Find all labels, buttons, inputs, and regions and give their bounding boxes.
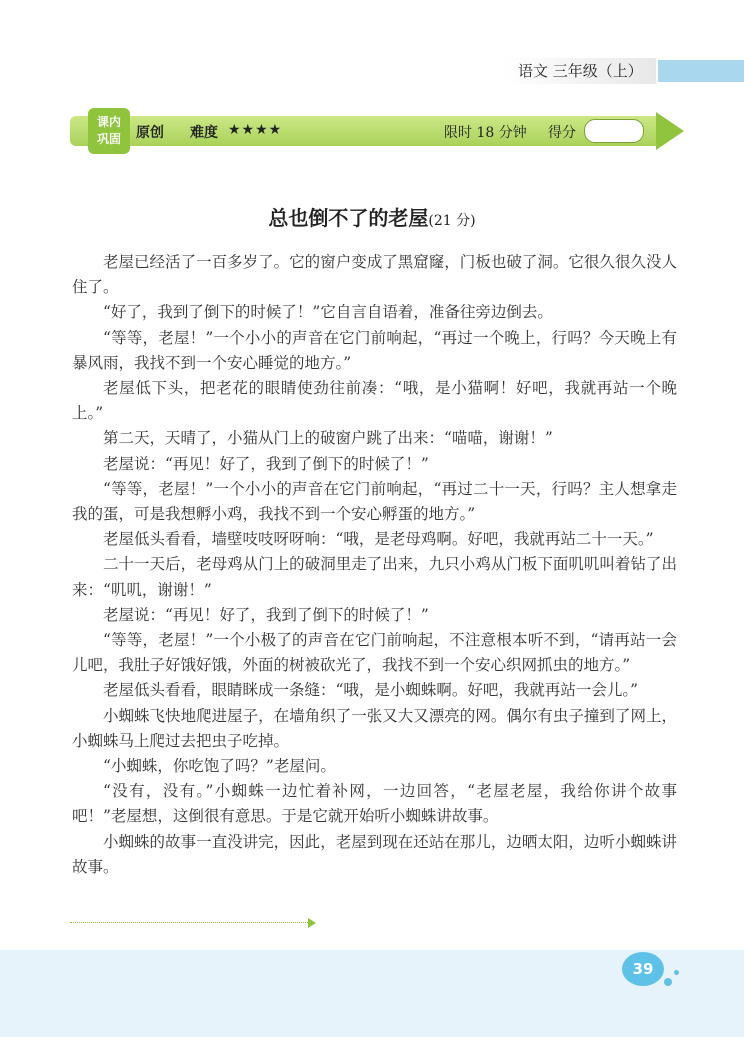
page-number: 39 — [622, 952, 664, 986]
subject-grade-label: 语文 三年级（上） — [504, 58, 656, 84]
dotted-divider — [70, 922, 310, 923]
paragraph: “等等，老屋！”一个小小的声音在它门前响起，“再过二十一天，行吗？主人想拿走我的蛋，可是我想孵小鸡，我找不到一个安心孵蛋的地方。” — [72, 479, 677, 524]
paragraph: “没有，没有。”小蜘蛛一边忙着补网，一边回答，“老屋老屋，我给你讲个故事吧！”老屋想，这倒很有意思。于是它就开始听小蜘蛛讲故事。 — [72, 782, 677, 826]
paragraph: 小蜘蛛飞快地爬进屋子，在墙角织了一张又大又漂亮的网。偶尔有虫子撞到了网上，小蜘蛛马上爬过去把虫子吃掉。 — [72, 706, 677, 750]
paragraph: 第二天，天晴了，小猫从门上的破窗户跳了出来：“喵喵，谢谢！” — [103, 429, 553, 448]
article-body — [72, 250, 677, 880]
paragraph: 老屋低下头，把老花的眼睛使劲往前凑：“哦，是小猫啊！好吧，我就再站一个晚上。” — [72, 379, 677, 423]
badge-line-1: 课内 — [96, 115, 121, 129]
paragraph: “小蜘蛛，你吃饱了吗？”老屋问。 — [103, 757, 336, 776]
difficulty-label: 难度 — [190, 125, 218, 141]
divider-arrow-icon — [308, 918, 316, 928]
paragraph: 老屋低头看看，墙壁吱吱呀呀响：“哦，是老母鸡啊。好吧，我就再站二十一天。” — [103, 530, 654, 549]
article-title — [0, 202, 744, 231]
paragraph: 小蜘蛛的故事一直没讲完，因此，老屋到现在还站在那儿，边晒太阳，边听小蜘蛛讲故事。 — [72, 832, 677, 876]
bubble-icon — [664, 978, 672, 986]
difficulty-stars-icon: ★★★★ — [228, 122, 283, 138]
score-label: 得分 — [548, 125, 576, 141]
original-label: 原创 — [136, 125, 164, 141]
paragraph: 老屋说：“再见！好了，我到了倒下的时候了！” — [103, 454, 429, 473]
paragraph: “等等，老屋！”一个小极了的声音在它门前响起，不注意根本听不到，“请再站一会儿吧，我肚子好饿好饿，外面的树被砍光了，我找不到一个安心织网抓虫的地方。” — [72, 631, 677, 675]
bubble-icon — [674, 970, 679, 975]
paragraph: “好了，我到了倒下的时候了！”它自言自语着，准备往旁边倒去。 — [103, 303, 553, 322]
article-title-text: 总也倒不了的老屋 — [268, 206, 429, 230]
article-score: (21 分) — [428, 213, 476, 229]
time-limit: 限时 18 分钟 — [444, 125, 527, 141]
paragraph: “等等，老屋！”一个小小的声音在它门前响起，“再过一个晚上，行吗？今天晚上有暴风雨，我找不到一个安心睡觉的地方。” — [72, 328, 677, 372]
header-color-bar — [658, 60, 744, 82]
section-badge — [88, 108, 130, 154]
grade-header — [504, 58, 744, 84]
paragraph: 老屋低头看看，眼睛眯成一条缝：“哦，是小蜘蛛啊。好吧，我就再站一会儿。” — [103, 681, 639, 700]
banner-arrow-icon — [656, 112, 684, 150]
paragraph: 老屋已经活了一百多岁了。它的窗户变成了黑窟窿，门板也破了洞。它很久很久没人住了。 — [72, 253, 677, 297]
badge-line-2: 巩固 — [96, 132, 121, 146]
score-field[interactable] — [584, 119, 644, 143]
paragraph: 二十一天后，老母鸡从门上的破洞里走了出来，九只小鸡从门板下面叽叽叫着钻了出来：“叽叽，谢谢！” — [72, 555, 677, 599]
paragraph: 老屋说：“再见！好了，我到了倒下的时候了！” — [103, 605, 429, 624]
